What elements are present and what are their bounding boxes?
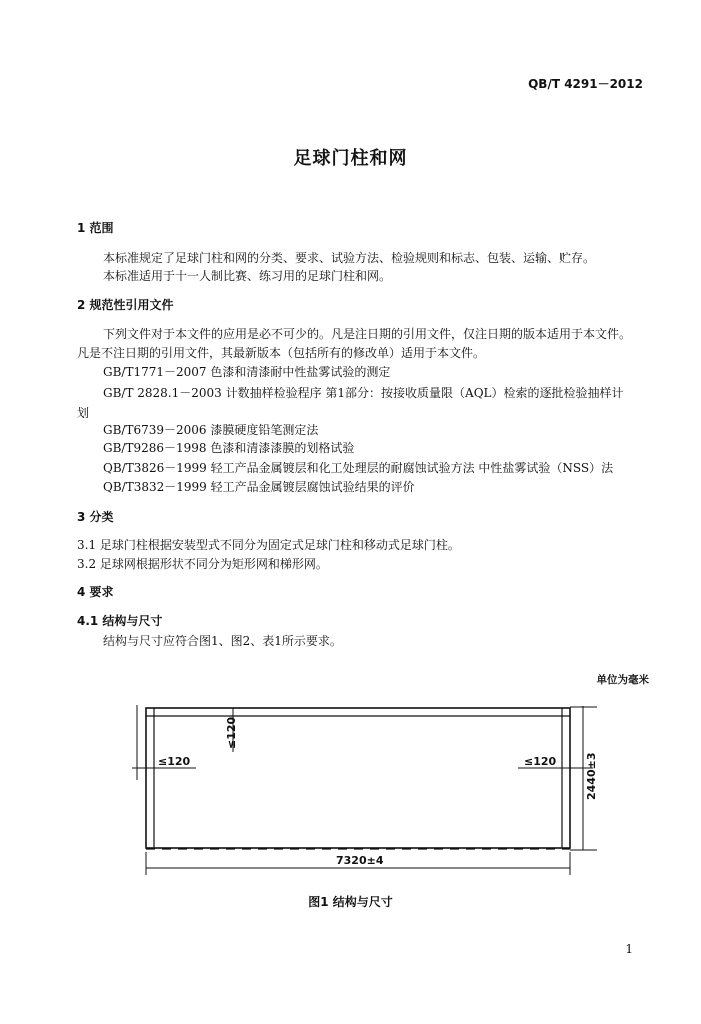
section-3-item-1: 3.1 足球门柱根据安装型式不同分为固定式足球门柱和移动式足球门柱。 (77, 538, 460, 552)
section-1-heading: 1 范围 (77, 221, 114, 235)
dim-right-label: ≤120 (524, 755, 557, 768)
section-2-intro-line-2: 凡是不注日期的引用文件，其最新版本（包括所有的修改单）适用于本文件。 (77, 346, 486, 360)
section-4-1-paragraph: 结构与尺寸应符合图1、图2、表1所示要求。 (103, 634, 342, 648)
reference-item: GB/T 2828.1－2003 计数抽样检验程序 第1部分：按接收质量限（AQL）检索的逐批检验抽样计 (103, 386, 624, 400)
dim-height-label: 2440±3 (585, 752, 598, 800)
reference-item: GB/T1771－2007 色漆和清漆耐中性盐雾试验的测定 (103, 365, 391, 379)
section-1-paragraph-2: 本标准适用于十一人制比赛、练习用的足球门柱和网。 (103, 269, 392, 283)
reference-item: GB/T9286－1998 色漆和清漆漆膜的划格试验 (103, 441, 355, 455)
dim-width-label: 7320±4 (336, 854, 384, 867)
section-1-paragraph-1: 本标准规定了足球门柱和网的分类、要求、试验方法、检验规则和标志、包装、运输、贮存。 (103, 251, 596, 265)
page-number: 1 (625, 942, 633, 956)
dim-top-label: ≤120 (225, 716, 238, 749)
section-4-heading: 4 要求 (77, 585, 114, 599)
reference-item: GB/T6739－2006 漆膜硬度铅笔测定法 (103, 423, 319, 437)
unit-note: 单位为毫米 (596, 674, 649, 686)
section-4-1-heading: 4.1 结构与尺寸 (77, 614, 163, 628)
standard-code: QB/T 4291－2012 (528, 77, 643, 91)
goal-frame (146, 708, 570, 848)
figure-caption: 图1 结构与尺寸 (308, 895, 393, 909)
section-2-intro-line-1: 下列文件对于本文件的应用是必不可少的。凡是注日期的引用文件，仅注日期的版本适用于本文件。 (103, 327, 632, 341)
reference-item-continuation: 划 (77, 406, 90, 420)
section-2-heading: 2 规范性引用文件 (77, 298, 174, 312)
reference-item: QB/T3826－1999 轻工产品金属镀层和化工处理层的耐腐蚀试验方法 中性盐雾试验（NSS）法 (103, 461, 614, 475)
reference-item: QB/T3832－1999 轻工产品金属镀层腐蚀试验结果的评价 (103, 480, 415, 494)
section-3-item-2: 3.2 足球网根据形状不同分为矩形网和梯形网。 (77, 557, 328, 571)
page-title: 足球门柱和网 (293, 148, 408, 169)
section-3-heading: 3 分类 (77, 510, 114, 524)
dim-left-label: ≤120 (158, 755, 191, 768)
